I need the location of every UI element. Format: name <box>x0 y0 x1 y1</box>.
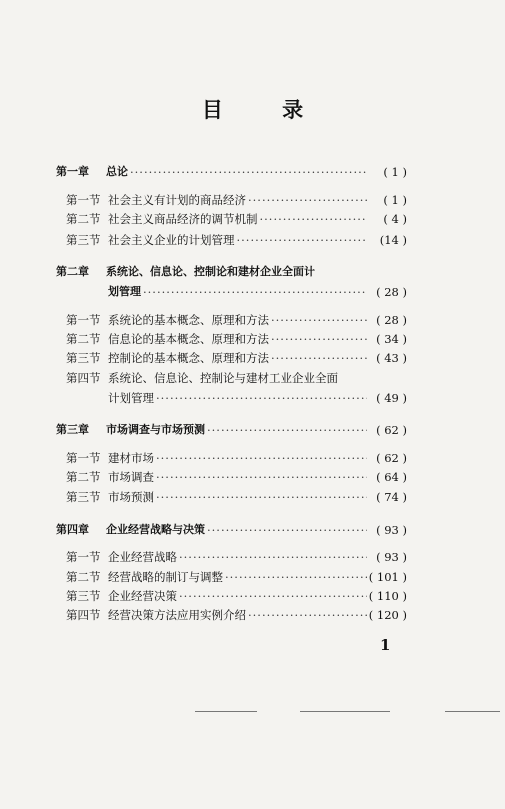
scan-artifact-line <box>300 711 390 712</box>
toc-section-row <box>66 568 407 586</box>
toc-section-row <box>66 210 407 228</box>
toc-entry-page: ( 28 ) <box>376 313 407 327</box>
toc-entry-page: ( 49 ) <box>376 391 407 405</box>
toc-section-row <box>66 548 407 566</box>
toc-entry-title: 经营战略的制订与调整 <box>108 570 223 584</box>
toc-entry-page: ( 1 ) <box>383 193 407 207</box>
toc-section-row <box>66 349 407 367</box>
toc-entry-number: 第一节 <box>66 451 101 465</box>
toc-entry-title: 建材市场 <box>108 451 154 465</box>
toc-entry-number: 第四章 <box>56 523 89 536</box>
toc-chapter-row <box>56 521 407 539</box>
dot-leader <box>156 389 367 407</box>
toc-continuation-row <box>108 283 407 301</box>
toc-section-row <box>66 606 407 624</box>
toc-entry-number: 第一章 <box>56 165 89 178</box>
toc-entry-title: 市场调查与市场预测 <box>106 423 205 436</box>
toc-entry-page: (14 ) <box>379 233 407 247</box>
toc-entry-number: 第二节 <box>66 212 101 226</box>
dot-leader <box>237 231 368 249</box>
toc-chapter-row <box>56 163 407 181</box>
dot-leader <box>207 421 367 439</box>
toc-entry-title: 控制论的基本概念、原理和方法 <box>108 351 269 365</box>
toc-entry-title: 计划管理 <box>108 391 154 405</box>
toc-entry-title: 市场预测 <box>108 490 154 504</box>
toc-entry-title: 社会主义商品经济的调节机制 <box>108 212 258 226</box>
toc-section-row <box>66 587 407 605</box>
toc-entry-title: 企业经营战略 <box>108 550 177 564</box>
toc-entry-number: 第三节 <box>66 589 101 603</box>
toc-section-row <box>66 330 407 348</box>
toc-entry-page: ( 74 ) <box>376 490 407 504</box>
toc-entry-title: 系统论的基本概念、原理和方法 <box>108 313 269 327</box>
toc-entry-title: 企业经营战略与决策 <box>106 523 205 536</box>
toc-entry-page: ( 4 ) <box>383 212 407 226</box>
toc-section-row <box>66 449 407 467</box>
toc-section-row <box>66 369 407 387</box>
dot-leader <box>156 488 367 506</box>
toc-entry-title: 信息论的基本概念、原理和方法 <box>108 332 269 346</box>
dot-leader <box>225 568 367 586</box>
dot-leader <box>271 311 367 329</box>
toc-entry-number: 第一节 <box>66 193 101 207</box>
toc-entry-number: 第二节 <box>66 470 101 484</box>
toc-section-row <box>66 191 407 209</box>
scan-artifact-line <box>195 711 257 712</box>
toc-entry-page: ( 43 ) <box>376 351 407 365</box>
toc-entry-title: 系统论、信息论、控制论与建材工业企业全面 <box>108 371 338 385</box>
toc-entry-title: 系统论、信息论、控制论和建材企业全面计 <box>106 265 315 278</box>
toc-entry-number: 第二章 <box>56 265 89 278</box>
toc-section-row <box>66 468 407 486</box>
dot-leader <box>156 468 367 486</box>
toc-entry-number: 第二节 <box>66 570 101 584</box>
dot-leader <box>179 548 367 566</box>
toc-entry-number: 第三节 <box>66 490 101 504</box>
page-title: 目 录 <box>201 98 330 122</box>
page-number: 1 <box>380 636 391 654</box>
dot-leader <box>156 449 367 467</box>
toc-entry-page: ( 120 ) <box>368 608 407 622</box>
toc-entry-number: 第三节 <box>66 351 101 365</box>
toc-entry-title: 划管理 <box>108 285 141 298</box>
scan-artifact-line <box>445 711 500 712</box>
dot-leader <box>130 163 367 181</box>
toc-entry-page: ( 93 ) <box>376 523 407 537</box>
toc-chapter-row <box>56 421 407 439</box>
toc-chapter-row <box>56 263 407 281</box>
toc-entry-page: ( 93 ) <box>376 550 407 564</box>
toc-section-row <box>66 488 407 506</box>
dot-leader <box>260 210 368 228</box>
toc-section-row <box>66 231 407 249</box>
dot-leader <box>248 191 367 209</box>
toc-section-row <box>66 311 407 329</box>
toc-entry-page: ( 101 ) <box>368 570 407 584</box>
toc-entry-number: 第一节 <box>66 313 101 327</box>
toc-entry-number: 第二节 <box>66 332 101 346</box>
toc-entry-page: ( 110 ) <box>368 589 407 603</box>
toc-entry-number: 第一节 <box>66 550 101 564</box>
toc-continuation-row <box>108 389 407 407</box>
toc-entry-title: 社会主义有计划的商品经济 <box>108 193 246 207</box>
toc-entry-title: 总论 <box>106 165 128 178</box>
toc-entry-page: ( 64 ) <box>376 470 407 484</box>
dot-leader <box>179 587 367 605</box>
toc-entry-title: 经营决策方法应用实例介绍 <box>108 608 246 622</box>
dot-leader <box>271 330 367 348</box>
toc-entry-number: 第三节 <box>66 233 101 247</box>
toc-entry-page: ( 62 ) <box>376 451 407 465</box>
toc-entry-title: 市场调查 <box>108 470 154 484</box>
toc-entry-page: ( 34 ) <box>376 332 407 346</box>
dot-leader <box>248 606 367 624</box>
toc-entry-page: ( 62 ) <box>376 423 407 437</box>
toc-entry-page: ( 1 ) <box>383 165 407 179</box>
toc-entry-title: 社会主义企业的计划管理 <box>108 233 235 247</box>
toc-entry-title: 企业经营决策 <box>108 589 177 603</box>
dot-leader <box>271 349 367 367</box>
toc-entry-number: 第三章 <box>56 423 89 436</box>
dot-leader <box>207 521 367 539</box>
dot-leader <box>143 283 367 301</box>
toc-entry-number: 第四节 <box>66 371 101 385</box>
toc-entry-page: ( 28 ) <box>376 285 407 299</box>
toc-entry-number: 第四节 <box>66 608 101 622</box>
